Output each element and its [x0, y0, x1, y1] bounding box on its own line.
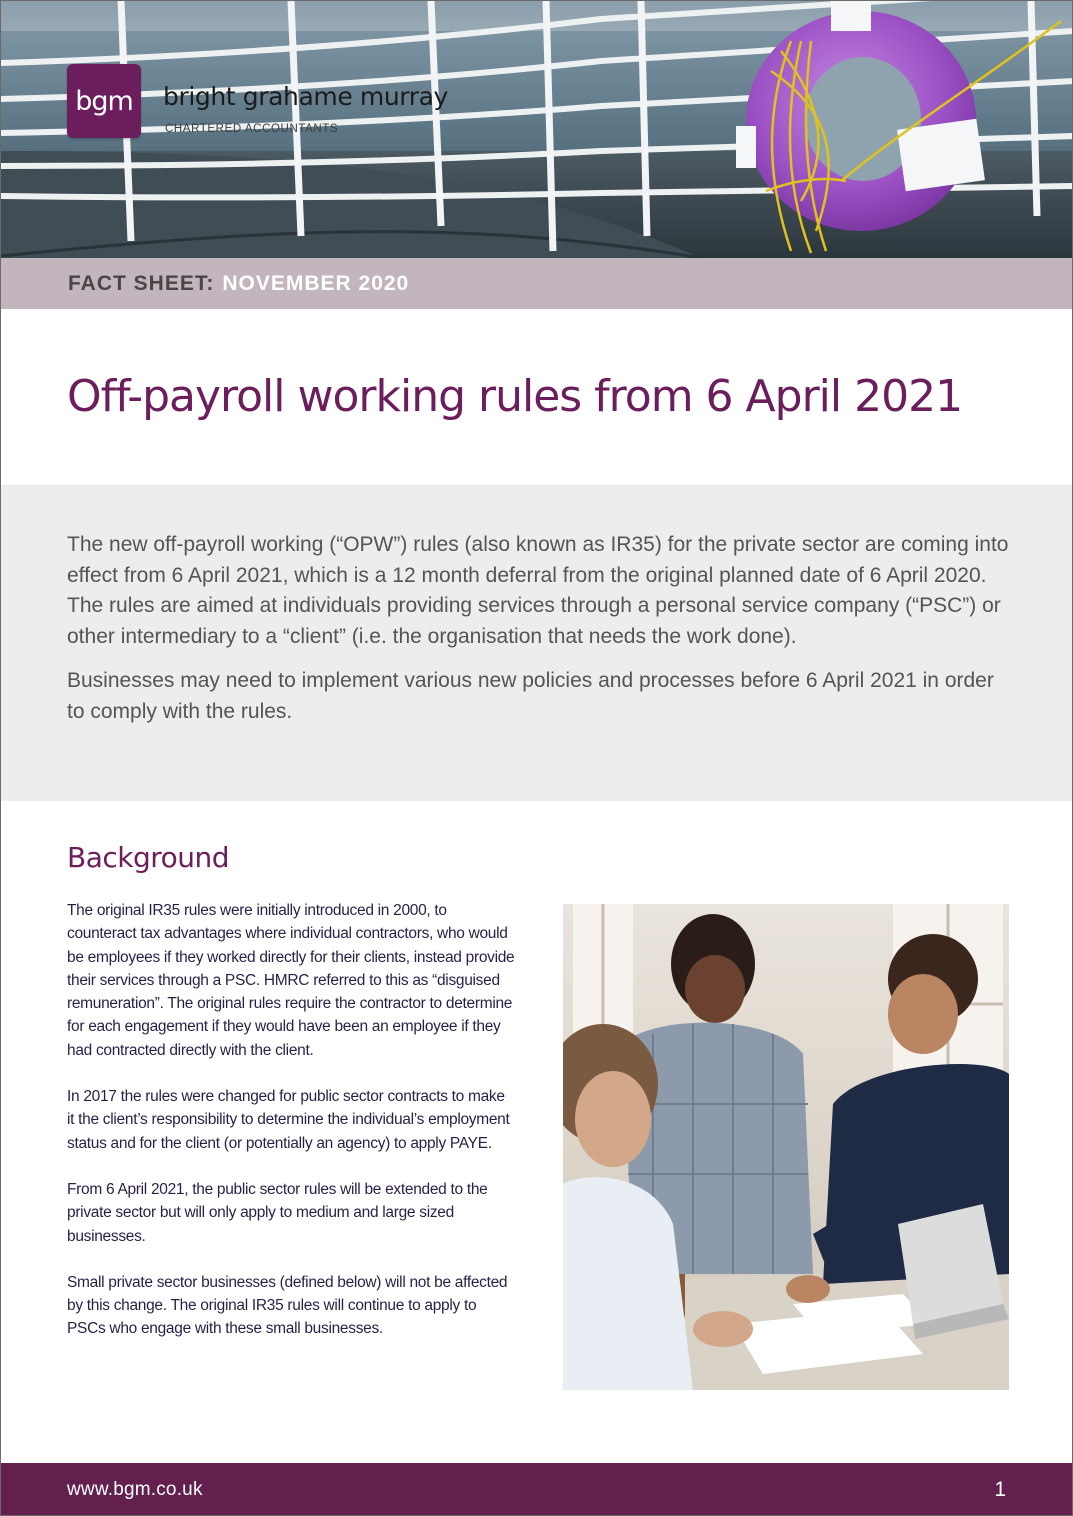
website-link[interactable]: www.bgm.co.uk	[67, 1479, 203, 1500]
background-paragraph: The original IR35 rules were initially introduced in 2000, to counteract tax advantages where individual contractors, who would be employees if they worked directly for their clients, instead provide their services through a PSC. HMRC referred to this as “disguised remuneration”. The original rules require the contractor to determine for each engagement if they would have been an employee if they had contracted directly with the client.	[67, 902, 515, 1059]
intro-paragraph: Businesses may need to implement various new policies and processes before 6 April 2021 in order to comply with the rules.	[67, 669, 994, 723]
page-number: 1	[994, 1478, 1006, 1501]
intro-paragraph: The new off-payroll working (“OPW”) rules (also known as IR35) for the private sector are coming into effect from 6 April 2021, which is a 12 month deferral from the original planned date of 6 April 2020. The rules are aimed at individuals providing services through a personal service company (“PSC”) or other intermediary to a “client” (i.e. the organisation that needs the work done).	[67, 533, 1009, 648]
ship-deck-lifebuoy-image	[1, 1, 1073, 258]
background-paragraph: In 2017 the rules were changed for public sector contracts to make it the client’s responsibility to determine the individual’s employment status and for the client (or potentially an agency) to apply PAYE.	[67, 1088, 510, 1152]
background-paragraph: From 6 April 2021, the public sector rules will be extended to the private sector but will only apply to medium and large sized businesses.	[67, 1180, 488, 1245]
team-meeting-image	[563, 904, 1009, 1390]
page-footer	[1, 1463, 1073, 1516]
intro-box	[1, 485, 1073, 801]
page-title: Off-payroll working rules from 6 April 2021	[67, 371, 963, 422]
fact-sheet-bar	[1, 258, 1073, 309]
background-heading: Background	[67, 841, 230, 874]
fact-sheet-date: NOVEMBER 2020	[222, 271, 410, 295]
team-meeting-photo	[563, 904, 1009, 1390]
background-paragraph: Small private sector businesses (defined below) will not be affected by this change. The original IR35 rules will continue to apply to PSCs who engage with these small businesses.	[67, 1273, 508, 1338]
brand-name: bright grahame murray	[163, 82, 448, 111]
fact-sheet-label: FACT SHEET:	[68, 271, 215, 295]
logo-text: bgm	[75, 85, 133, 117]
bgm-logo	[67, 64, 141, 138]
background-text	[67, 899, 515, 1364]
hero-banner	[1, 1, 1073, 258]
brand-subtitle: CHARTERED ACCOUNTANTS	[165, 123, 339, 135]
